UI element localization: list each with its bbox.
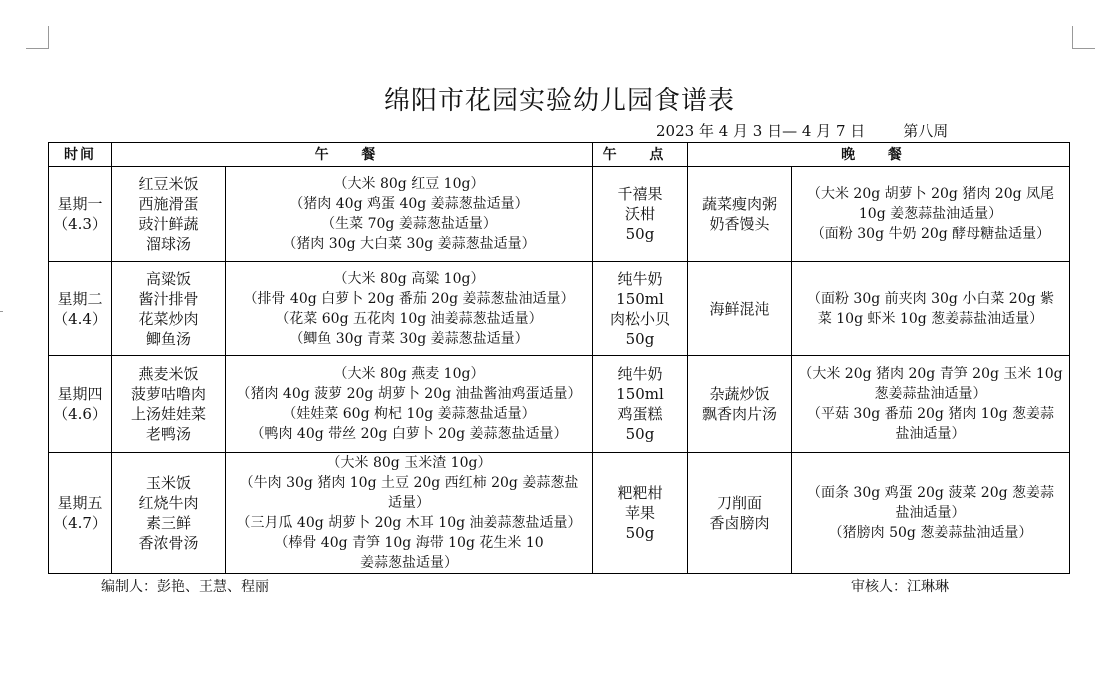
snack-cell-line: 纯牛奶 [617,269,663,288]
dinner-ingredients-cell [792,356,1070,453]
lunch-dishes-cell-line: 玉米饭 [145,474,191,492]
table-row [49,262,1070,356]
lunch-dishes-cell [112,262,226,356]
dinner-dishes-cell [688,356,792,453]
dinner-ingredients-cell [792,453,1070,574]
dinner-ingredients-cell [792,262,1070,356]
lunch-dishes-cell-line: 花菜炒肉 [138,309,199,328]
footer-reviewer: 审核人：江琳琳 [851,579,949,595]
day-cell [49,356,112,453]
lunch-dishes-cell-line: 老鸭汤 [145,425,191,443]
lunch-ingredients-cell-line: （鸭肉 40g 带丝 20g 白萝卜 20g 姜蒜葱盐适量） [250,426,568,442]
lunch-ingredients-cell-line: （大米 80g 高粱 10g） [333,270,485,287]
lunch-dishes-cell-line: 西施滑蛋 [138,195,199,213]
lunch-ingredients-cell-line: （鲫鱼 30g 青菜 30g 姜蒜葱盐适量） [289,330,529,347]
menu-table [48,142,1070,574]
dinner-ingredients-cell-line: （大米 20g 胡萝卜 20g 猪肉 20g 凤尾 [806,186,1055,202]
lunch-dishes-cell-line: 上汤娃娃菜 [130,405,206,423]
lunch-dishes-cell-line: 豉汁鲜蔬 [138,215,199,233]
dinner-ingredients-cell-line: （面条 30g 鸡蛋 20g 菠菜 20g 葱姜蒜 [806,485,1055,501]
day-date: （4.7） [53,514,107,532]
snack-cell-line: 150ml [616,289,664,308]
lunch-ingredients-cell-line: （大米 80g 燕麦 10g） [333,366,485,382]
lunch-ingredients-cell-line: （大米 80g 玉米渣 10g） [326,455,492,471]
dinner-ingredients-cell-line: 葱姜蒜盐油适量） [874,386,987,402]
lunch-ingredients-cell [226,262,593,356]
lunch-ingredients-cell-line: （棒骨 40g 青笋 10g 海带 10g 花生米 10 [274,535,544,551]
dinner-ingredients-cell-line: 菜 10g 虾米 10g 葱姜蒜盐油适量） [817,310,1044,327]
snack-cell [593,167,688,262]
dinner-ingredients-cell [792,167,1070,262]
snack-cell [593,453,688,574]
day-cell [49,453,112,574]
lunch-dishes-cell-line: 鲫鱼汤 [145,329,191,348]
snack-cell-line: 50g [625,425,655,443]
lunch-ingredients-cell-line: （娃娃菜 60g 枸杞 10g 姜蒜葱盐适量） [282,406,536,422]
dinner-dishes-cell [688,453,792,574]
snack-cell-line: 沃柑 [624,205,655,223]
dinner-dishes-cell-line: 飘香肉片汤 [701,405,777,423]
lunch-ingredients-cell-line: 姜蒜葱盐适量） [360,555,458,571]
snack-cell-line: 肉松小贝 [609,309,670,328]
dinner-dishes-cell-line: 蔬菜瘦肉粥 [701,195,777,213]
lunch-dishes-cell-line: 素三鲜 [145,514,191,532]
date-line [656,120,948,141]
lunch-dishes-cell [112,167,226,262]
page-corner-mark-top-right [1072,26,1095,49]
lunch-dishes-cell-line: 红烧牛肉 [138,494,199,512]
lunch-dishes-cell-line: 燕麦米饭 [138,365,199,383]
lunch-ingredients-cell-line: （牛肉 30g 猪肉 10g 土豆 20g 西红柿 20g 姜蒜葱盐 [239,475,579,491]
dinner-dishes-cell [688,167,792,262]
dinner-ingredients-cell-line: （面粉 30g 前夹肉 30g 小白菜 20g 紫 [806,290,1055,307]
footer-editor: 编制人：彭艳、王慧、程丽 [101,579,269,595]
dinner-dishes-cell [688,262,792,356]
table-header-row [49,143,1070,167]
snack-cell-line: 粑粑柑 [617,484,663,502]
header-lunch: 午 餐 [112,143,593,167]
lunch-ingredients-cell [226,453,593,574]
day-cell [49,167,112,262]
dinner-ingredients-cell-line: 盐油适量） [895,426,966,442]
dinner-dishes-cell-line: 香卤膀肉 [709,514,770,532]
lunch-ingredients-cell-line: 适量） [388,495,430,511]
dinner-ingredients-cell-line: （面粉 30g 牛奶 20g 酵母糖盐适量） [810,226,1051,242]
snack-cell-line: 50g [625,225,655,243]
lunch-ingredients-cell-line: （猪肉 30g 大白菜 30g 姜蒜葱盐适量） [282,236,536,252]
lunch-dishes-cell-line: 高粱饭 [145,269,191,288]
day-name: 星期一 [57,195,103,213]
lunch-dishes-cell-line: 香浓骨汤 [138,534,199,552]
lunch-dishes-cell-line: 红豆米饭 [138,175,199,193]
lunch-dishes-cell-line: 溜球汤 [145,235,191,253]
snack-cell-line: 千禧果 [617,185,663,203]
week-label: 第八周 [903,122,949,140]
dinner-ingredients-cell-line: 盐油适量） [895,505,966,521]
lunch-dishes-cell-line: 菠萝咕噜肉 [130,385,206,403]
lunch-ingredients-cell-line: （大米 80g 红豆 10g） [333,176,485,192]
table-row [49,167,1070,262]
dinner-dishes-cell-line: 奶香馒头 [709,215,770,233]
lunch-ingredients-cell-line: （生菜 70g 姜蒜葱盐适量） [321,216,497,232]
lunch-ingredients-cell-line: （三月瓜 40g 胡萝卜 20g 木耳 10g 油姜蒜葱盐适量） [236,515,582,531]
lunch-dishes-cell-line: 酱汁排骨 [138,289,199,308]
dinner-dishes-cell-line: 杂蔬炒饭 [709,385,770,403]
date-range: 2023 年 4 月 3 日— 4 月 7 日 [656,122,866,140]
day-date: （4.3） [53,215,107,233]
header-dinner: 晚 餐 [688,143,1070,167]
day-cell [49,262,112,356]
lunch-ingredients-cell-line: （猪肉 40g 菠萝 20g 胡萝卜 20g 油盐酱油鸡蛋适量） [236,386,582,402]
lunch-ingredients-cell [226,356,593,453]
snack-cell [593,356,688,453]
dinner-ingredients-cell-line: （平菇 30g 番茄 20g 猪肉 10g 葱姜蒜 [806,406,1055,422]
snack-cell-line: 50g [625,329,655,348]
lunch-ingredients-cell-line: （猪肉 40g 鸡蛋 40g 姜蒜葱盐适量） [289,196,529,212]
dinner-ingredients-cell-line: 10g 姜葱蒜盐油适量） [858,206,1003,222]
dinner-dishes-cell-line: 刀削面 [716,494,762,512]
lunch-ingredients-cell [226,167,593,262]
table-row [49,453,1070,574]
header-snack: 午 点 [593,143,688,167]
snack-cell-line: 50g [625,524,655,542]
lunch-dishes-cell [112,356,226,453]
header-time: 时间 [49,143,112,167]
dinner-ingredients-cell-line: （猪膀肉 50g 葱姜蒜盐油适量） [828,525,1033,541]
dinner-ingredients-cell-line: （大米 20g 猪肉 20g 青笋 20g 玉米 10g [798,366,1063,382]
lunch-dishes-cell [112,453,226,574]
day-name: 星期五 [57,494,103,512]
day-name: 星期二 [57,289,103,308]
snack-cell [593,262,688,356]
page-corner-mark-top-left [26,26,49,49]
day-date: （4.6） [53,405,107,423]
dinner-dishes-cell-line: 海鲜混沌 [709,299,770,318]
snack-cell-line: 鸡蛋糕 [617,405,663,423]
page-edge-mark [0,311,3,312]
snack-cell-line: 150ml [616,385,664,403]
lunch-ingredients-cell-line: （排骨 40g 白萝卜 20g 番茄 20g 姜蒜葱盐油适量） [243,290,575,307]
snack-cell-line: 纯牛奶 [617,365,663,383]
lunch-ingredients-cell-line: （花菜 60g 五花肉 10g 油姜蒜葱盐适量） [275,310,543,327]
snack-cell-line: 苹果 [624,504,655,522]
document-title: 绵阳市花园实验幼儿园食谱表 [383,86,735,116]
day-date: （4.4） [53,309,107,328]
table-row [49,356,1070,453]
day-name: 星期四 [57,385,103,403]
